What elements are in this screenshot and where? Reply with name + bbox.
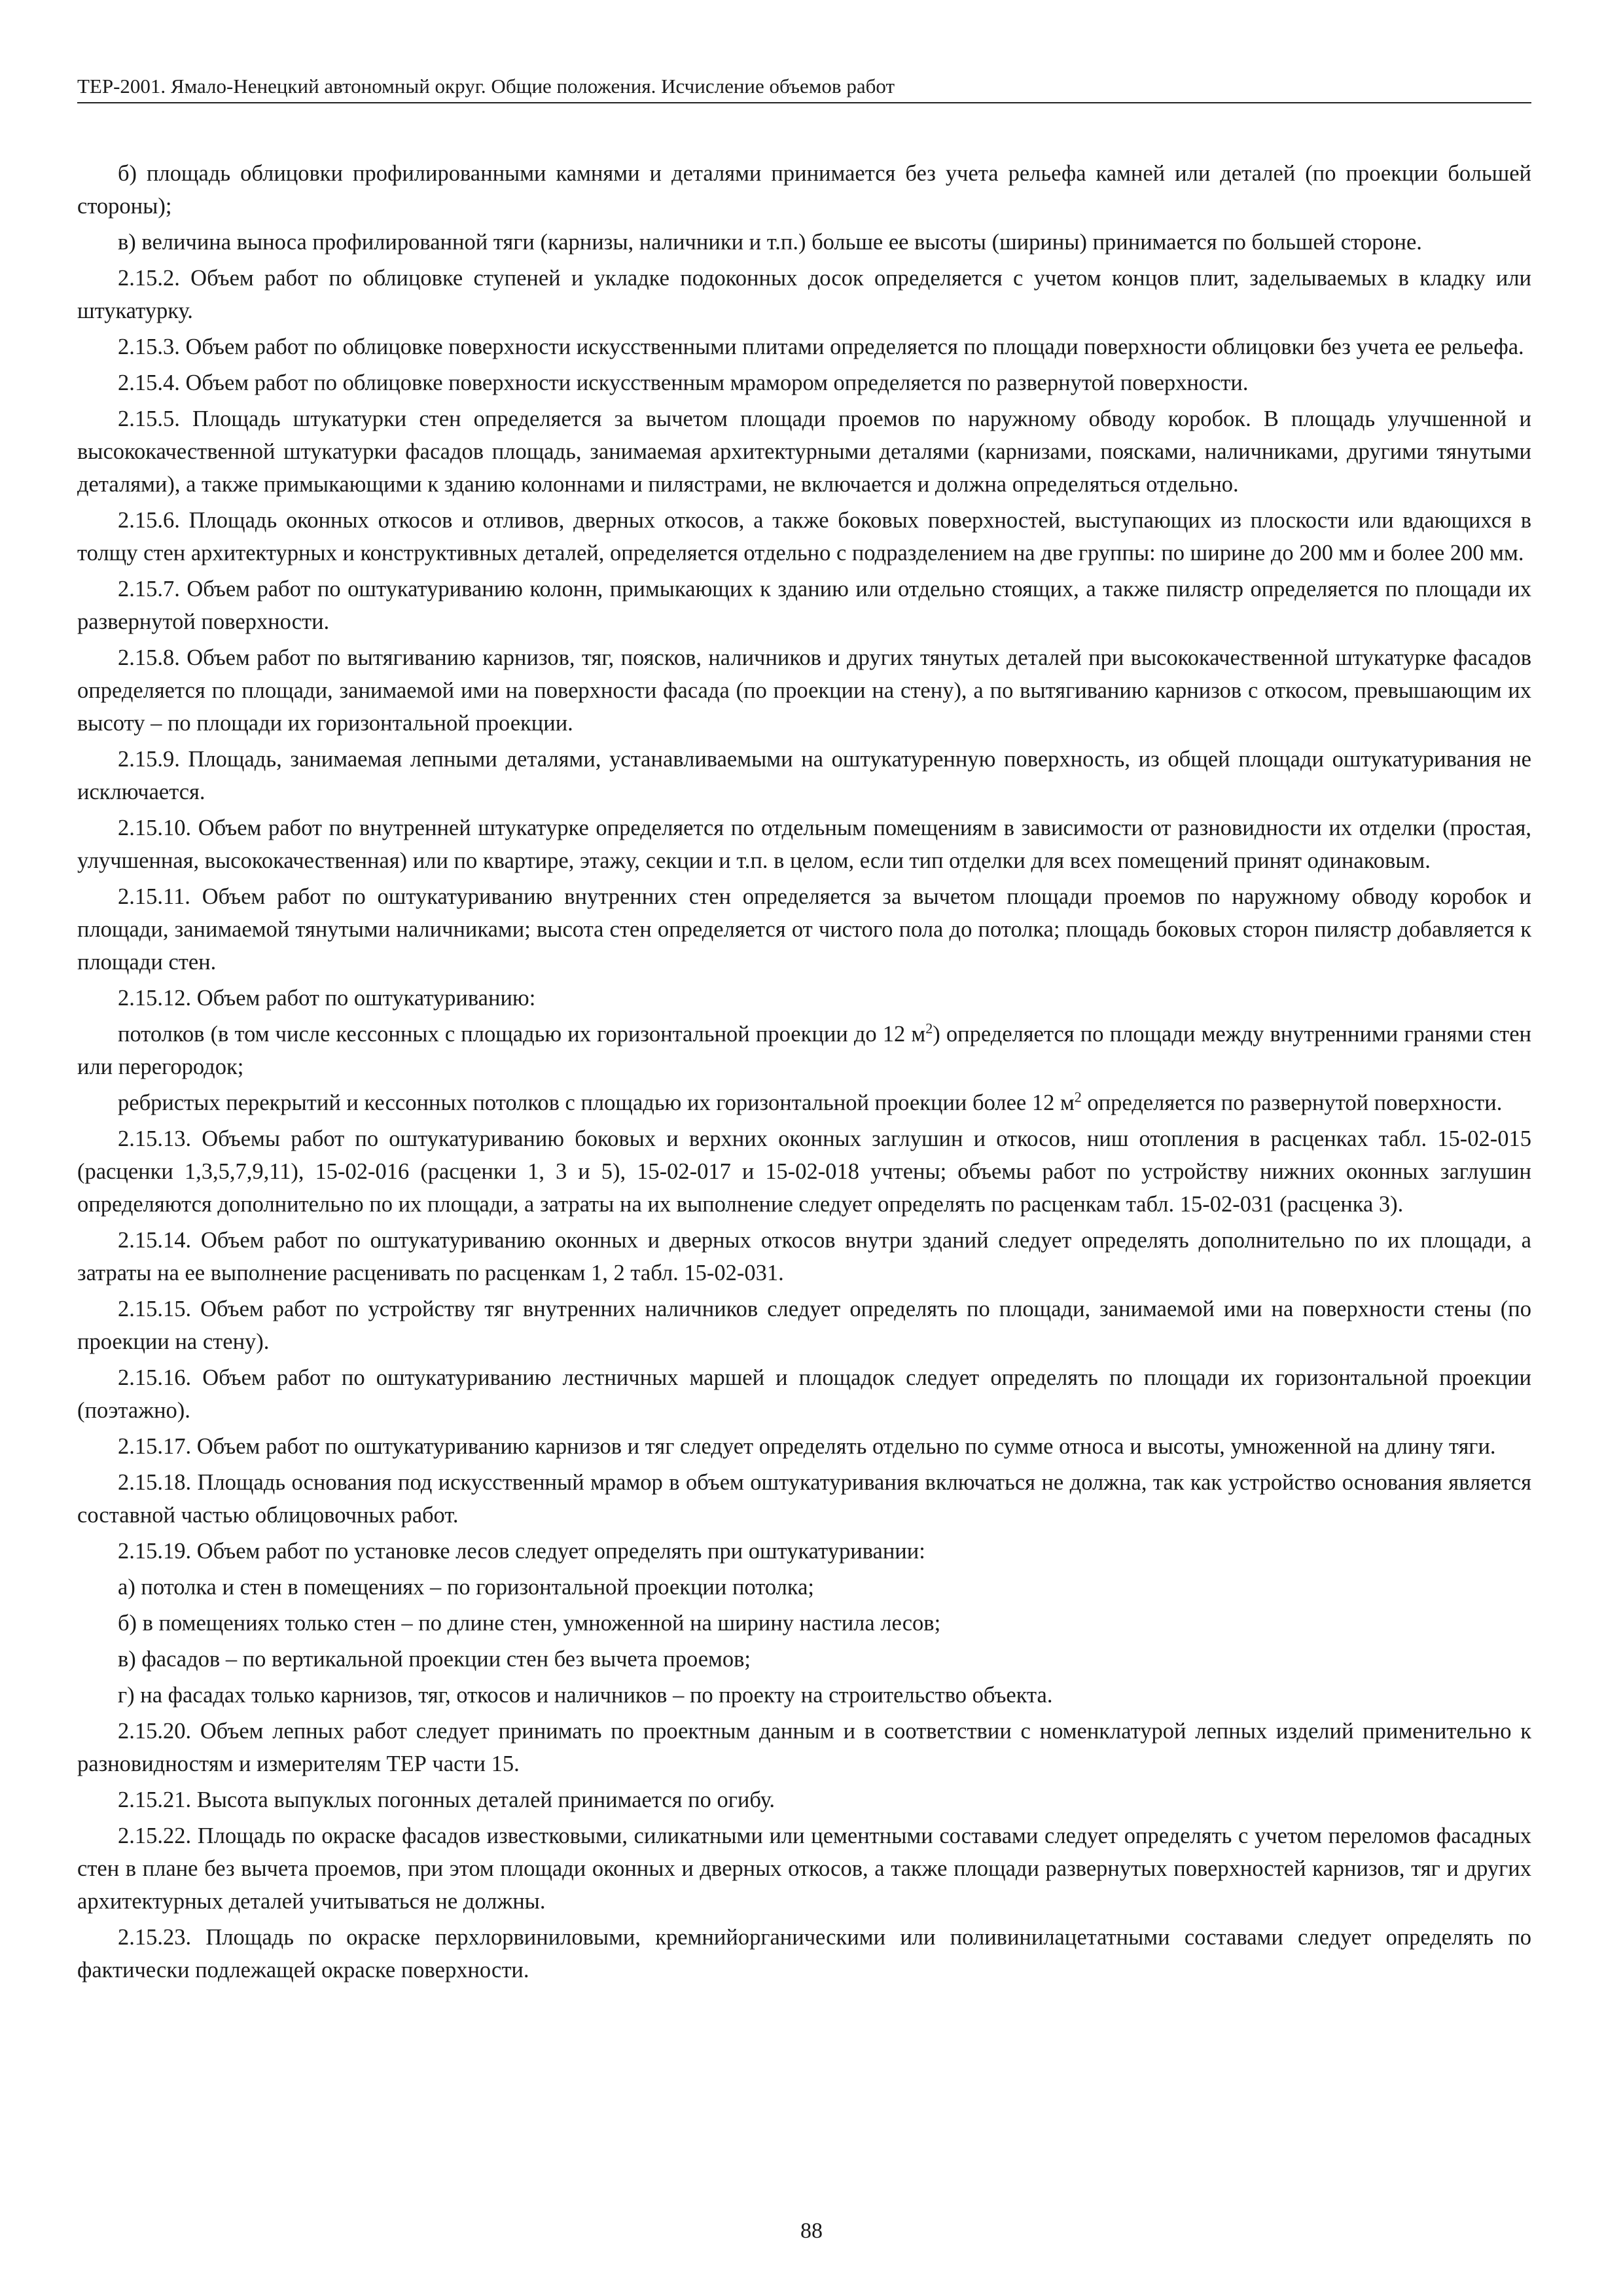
ceilings-text-b: ) определяется по площади между внутренними гранями стен или перегородок; (77, 1022, 1531, 1079)
list-item-b: б) в помещениях только стен – по длине стен, умноженной на ширину настила лесов; (118, 1611, 941, 1636)
page-number: 88 (800, 2219, 823, 2243)
paragraph-2-15-11: 2.15.11. Объем работ по оштукатуриванию внутренних стен определяется за вычетом площади проемов по наружному обводу коробок и площади, занимаемой тянутыми наличниками; высота стен определяется от чистого пола до потолка; площадь боковых сторон пилястр добавляется к площади стен. (77, 884, 1531, 975)
paragraph-2-15-6: 2.15.6. Площадь оконных откосов и отливов, дверных откосов, а также боковых поверхностей, выступающих из плоскости или вдающихся в толщу стен архитектурных и конструктивных деталей, определяется отдельно с подразделением на две группы: по ширине до 200 мм и более 200 мм. (77, 508, 1531, 565)
paragraph-2-15-3: 2.15.3. Объем работ по облицовке поверхности искусственными плитами определяется по площади поверхности облицовки без учета ее рельефа. (118, 334, 1524, 359)
paragraph-2-15-18: 2.15.18. Площадь основания под искусственный мрамор в объем оштукатуривания включаться не должна, так как устройство основания является составной частью облицовочных работ. (77, 1470, 1531, 1528)
ribbed-text-a: ребристых перекрытий и кессонных потолков с площадью их горизонтальной проекции более 12 м (118, 1090, 1075, 1115)
paragraph-2-15-15: 2.15.15. Объем работ по устройству тяг внутренних наличников следует определять по площади, занимаемой ими на поверхности стены (по проекции на стену). (77, 1297, 1531, 1354)
paragraph-2-15-5: 2.15.5. Площадь штукатурки стен определяется за вычетом площади проемов по наружному обводу коробок. В площадь улучшенной и высококачественной штукатурки фасадов площадь, занимаемая архитектурными деталями (карнизами, поясками, наличниками, другими тянутыми деталями), а также примыкающими к зданию колоннами и пилястрами, не включается и должна определяться отдельно. (77, 406, 1531, 497)
paragraph-2-15-10: 2.15.10. Объем работ по внутренней штукатурке определяется по отдельным помещениям в зависимости от разновидности их отделки (простая, улучшенная, высококачественная) или по квартире, этажу, секции и т.п. в целом, если тип отделки для всех помещений принят одинаковым. (77, 816, 1531, 873)
paragraph-2-15-13: 2.15.13. Объемы работ по оштукатуриванию боковых и верхних оконных заглушин и откосов, ниш отопления в расценках табл. 15-02-015 (расценки 1,3,5,7,9,11), 15-02-016 (расценки 1, 3 и 5), 15-02-017 и 15-02-018 учтены; объемы работ по устройству нижних оконных заглушин определяются дополнительно по их площади, а затраты на их выполнение следует определять по расценкам табл. 15-02-031 (расценка 3). (77, 1126, 1531, 1217)
paragraph-2-15-21: 2.15.21. Высота выпуклых погонных деталей принимается по огибу. (118, 1787, 776, 1812)
list-item-g: г) на фасадах только карнизов, тяг, откосов и наличников – по проекту на строительство объекта. (118, 1683, 1053, 1708)
paragraph-ceilings (77, 1018, 1531, 1083)
list-item-a: а) потолка и стен в помещениях – по горизонтальной проекции потолка; (118, 1575, 815, 1600)
running-header: ТЕР-2001. Ямало-Ненецкий автономный округ. Общие положения. Исчисление объемов работ (77, 73, 1531, 103)
paragraph-2-15-16: 2.15.16. Объем работ по оштукатуриванию лестничных маршей и площадок следует определять по площади их горизонтальной проекции (поэтажно). (77, 1365, 1531, 1423)
paragraph-2-15-2: 2.15.2. Объем работ по облицовке ступеней и укладке подоконных досок определяется с учетом концов плит, заделываемых в кладку или штукатурку. (77, 266, 1531, 323)
paragraph-v: в) величина выноса профилированной тяги (карнизы, наличники и т.п.) больше ее высоты (ширины) принимается по большей стороне. (118, 230, 1422, 255)
paragraph-2-15-8: 2.15.8. Объем работ по вытягиванию карнизов, тяг, поясков, наличников и других тянутых деталей при высококачественной штукатурке фасадов определяется по площади, занимаемой ими на поверхности фасада (по проекции на стену), а по вытягиванию карнизов с откосом, превышающим их высоту – по площади их горизонтальной проекции. (77, 645, 1531, 736)
paragraph-2-15-17: 2.15.17. Объем работ по оштукатуриванию карнизов и тяг следует определять отдельно по сумме относа и высоты, умноженной на длину тяги. (118, 1434, 1496, 1459)
paragraph-2-15-14: 2.15.14. Объем работ по оштукатуриванию оконных и дверных откосов внутри зданий следует определять дополнительно по их площади, а затраты на ее выполнение расценивать по расценкам 1, 2 табл. 15-02-031. (77, 1228, 1531, 1285)
document-body (77, 157, 1531, 1990)
ribbed-superscript: 2 (1074, 1088, 1082, 1105)
paragraph-2-15-23: 2.15.23. Площадь по окраске перхлорвиниловыми, кремнийорганическими или поливинилацетатными составами следует определять по фактически подлежащей окраске поверхности. (77, 1925, 1531, 1982)
ribbed-text-b: определяется по развернутой поверхности. (1081, 1090, 1503, 1115)
paragraph-2-15-9: 2.15.9. Площадь, занимаемая лепными деталями, устанавливаемыми на оштукатуренную поверхность, из общей площади оштукатуривания не исключается. (77, 747, 1531, 804)
paragraph-2-15-22: 2.15.22. Площадь по окраске фасадов известковыми, силикатными или цементными составами следует определять с учетом переломов фасадных стен в плане без вычета проемов, при этом площади оконных и дверных откосов, а также площади развернутых поверхностей карнизов, тяг и других архитектурных деталей учитываться не должны. (77, 1823, 1531, 1914)
ceilings-superscript: 2 (925, 1020, 933, 1037)
paragraph-2-15-20: 2.15.20. Объем лепных работ следует принимать по проектным данным и в соответствии с номенклатурой лепных изделий применительно к разновидностям и измерителям ТЕР части 15. (77, 1719, 1531, 1776)
paragraph-ribbed (77, 1086, 1531, 1119)
paragraph-2-15-19: 2.15.19. Объем работ по установке лесов следует определять при оштукатуривании: (118, 1539, 925, 1564)
paragraph-2-15-12: 2.15.12. Объем работ по оштукатуриванию: (118, 986, 536, 1011)
ceilings-text-a: потолков (в том числе кессонных с площадью их горизонтальной проекции до 12 м (118, 1022, 926, 1047)
paragraph-2-15-7: 2.15.7. Объем работ по оштукатуриванию колонн, примыкающих к зданию или отдельно стоящих, а также пилястр определяется по площади их развернутой поверхности. (77, 577, 1531, 634)
paragraph-2-15-4: 2.15.4. Объем работ по облицовке поверхности искусственным мрамором определяется по развернутой поверхности. (118, 370, 1249, 395)
list-item-v: в) фасадов – по вертикальной проекции стен без вычета проемов; (118, 1647, 751, 1672)
paragraph-b: б) площадь облицовки профилированными камнями и деталями принимается без учета рельефа камней или деталей (по проекции большей стороны); (77, 161, 1531, 219)
